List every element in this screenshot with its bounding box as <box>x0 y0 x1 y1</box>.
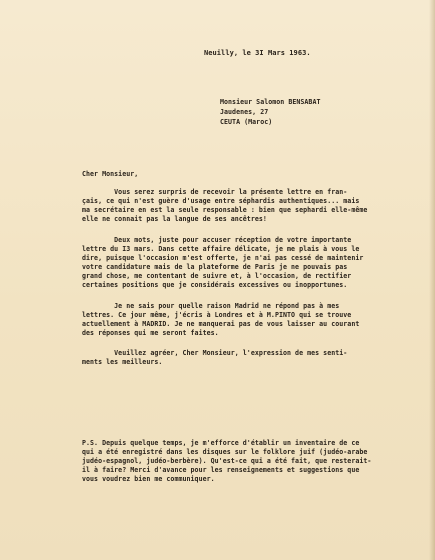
closing-line: Veuillez agréer, Cher Monsieur, l'expression de mes senti- <box>82 349 348 357</box>
paragraph-line: lettres. Ce jour même, j'écris à Londres et à M.PINTO qui se trouve <box>82 311 352 319</box>
postscript-line: vous voudrez bien me communiquer. <box>82 475 215 483</box>
postscript-line: qui a été enregistré dans les disques sur le folklore juif (judéo-arabe <box>82 448 368 456</box>
paragraph-line: actuellement à MADRID. Je ne manquerai pas de vous laisser au courant <box>82 320 360 328</box>
letter-date: Neuilly, le 3I Mars 1963. <box>204 49 311 57</box>
paragraph-line: Vous serez surpris de recevoir la présente lettre en fran- <box>82 188 348 196</box>
recipient-street: Jaudenes, 27 <box>220 108 269 116</box>
paper-edge-shadow <box>429 0 435 560</box>
paragraph-line: elle ne connait pas la langue de ses ancêtres! <box>82 215 267 223</box>
paragraph-line: ma secrétaire en est la seule responsable : bien que sephardi elle-même <box>82 206 368 214</box>
closing-line: ments les meilleurs. <box>82 358 163 366</box>
paragraph-line: çais, ce qui n'est guère d'usage entre séphardis authentiques... mais <box>82 197 360 205</box>
postscript-line: P.S. Depuis quelque temps, je m'efforce d'établir un inventaire de ce <box>82 439 360 447</box>
paragraph-line: certaines positions que je considérais excessives ou inopportunes. <box>82 281 348 289</box>
paragraph-line: dire, puisque l'occasion m'est offerte, je n'ai pas cessé de maintenir <box>82 254 364 262</box>
recipient-name: Monsieur Salomon BENSABAT <box>220 98 321 106</box>
paragraph-line: des réponses qui me seront faites. <box>82 329 219 337</box>
postscript-line: il à faire? Merci d'avance pour les renseignements et suggestions que <box>82 466 360 474</box>
paragraph-line: votre candidature mais de la plateforme de Paris je ne pouvais pas <box>82 263 348 271</box>
postscript-line: judéo-espagnol, judéo-berbère). Qu'est-ce qui a été fait, que resterait- <box>82 457 372 465</box>
paragraph-line: grand chose, me contentant de suivre et, à l'occasion, de rectifier <box>82 272 352 280</box>
paragraph-line: Je ne sais pour quelle raison Madrid ne répond pas à mes <box>82 302 340 310</box>
salutation: Cher Monsieur, <box>82 170 139 178</box>
paragraph-line: lettre du I3 mars. Dans cette affaire délicate, je me plais à vous le <box>82 245 360 253</box>
recipient-city: CEUTA (Maroc) <box>220 118 273 126</box>
paragraph-line: Deux mots, juste pour accuser réception de votre importante <box>82 236 352 244</box>
